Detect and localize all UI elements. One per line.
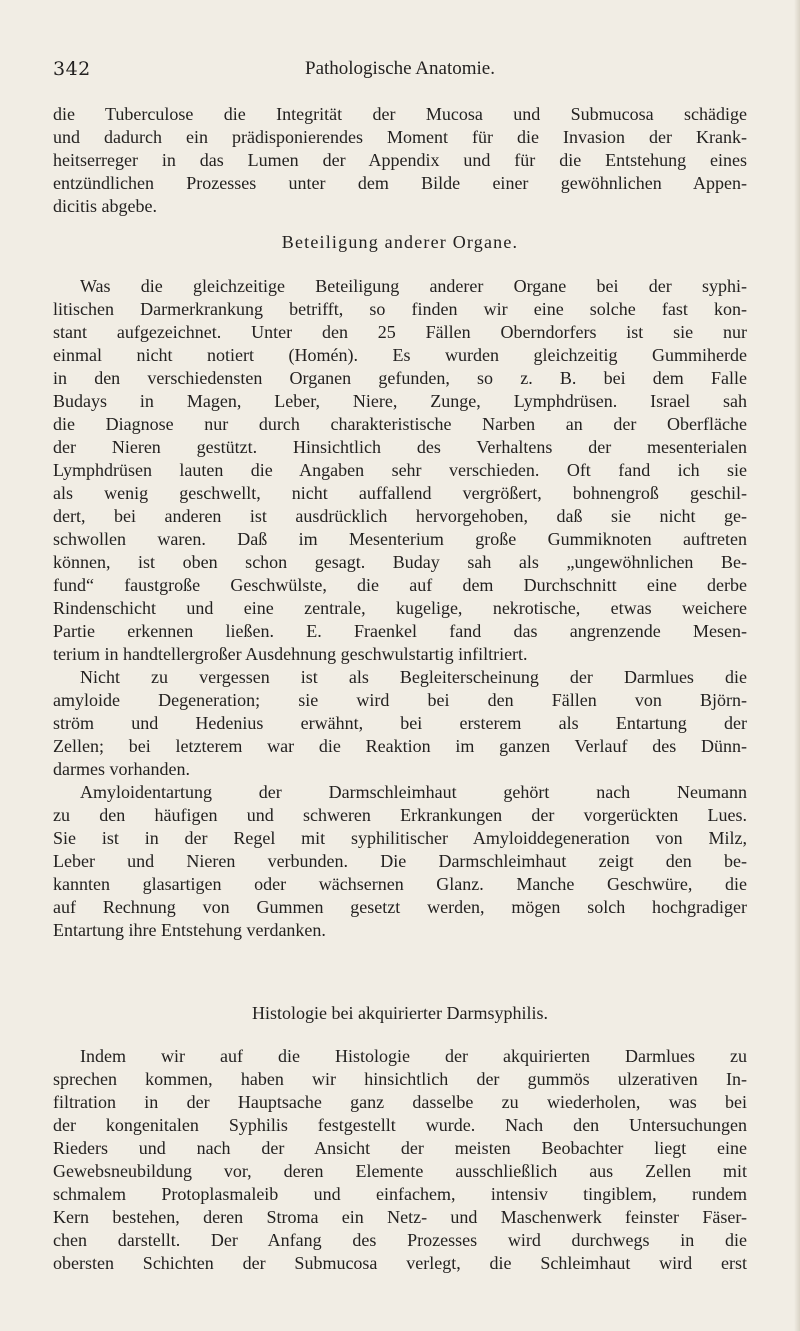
text-line: die Tuberculose die Integrität der Mucosa und Submucosa schädige <box>53 104 747 124</box>
text-line: Amyloidentartung der Darmschleimhaut gehört nach Neumann <box>80 782 747 802</box>
page-edge-shadow <box>794 0 800 1331</box>
text-line: heitserreger in das Lumen der Appendix und für die Entstehung eines <box>53 150 747 170</box>
text-line: zu den häufigen und schweren Erkrankungen der vorgerückten Lues. <box>53 805 747 825</box>
text-line: chen darstellt. Der Anfang des Prozesses wird durchwegs in die <box>53 1230 747 1250</box>
section-heading-container <box>53 231 747 254</box>
text-line: der kongenitalen Syphilis festgestellt wurde. Nach den Untersuchungen <box>53 1115 747 1135</box>
text-line: in den verschiedensten Organen gefunden, so z. B. bei dem Falle <box>53 368 747 388</box>
text-line: Lymphdrüsen lauten die Angaben sehr verschieden. Oft fand ich sie <box>53 460 747 480</box>
text-line: Nicht zu vergessen ist als Begleiterscheinung der Darmlues die <box>80 667 747 687</box>
text-line: auf Rechnung von Gummen gesetzt werden, mögen solch hochgradiger <box>53 897 747 917</box>
text-line: dert, bei anderen ist ausdrücklich hervorgehoben, daß sie nicht ge- <box>53 506 747 526</box>
text-line: amyloide Degeneration; sie wird bei den Fällen von Björn- <box>53 690 747 710</box>
text-line: entzündlichen Prozesses unter dem Bilde einer gewöhnlichen Appen- <box>53 173 747 193</box>
text-line: Entartung ihre Entstehung verdanken. <box>53 920 326 940</box>
text-line: Partie erkennen ließen. E. Fraenkel fand das angrenzende Mesen- <box>53 621 747 641</box>
text-line: Sie ist in der Regel mit syphilitischer Amyloiddegeneration von Milz, <box>53 828 747 848</box>
text-line: kannten glasartigen oder wächsernen Glanz. Manche Geschwüre, die <box>53 874 747 894</box>
text-line: Leber und Nieren verbunden. Die Darmschleimhaut zeigt den be- <box>53 851 747 871</box>
page-number: 342 <box>53 58 91 80</box>
section-heading-container <box>53 1002 747 1025</box>
text-line: stant aufgezeichnet. Unter den 25 Fällen Oberndorfers ist sie nur <box>53 322 747 342</box>
text-line: Kern bestehen, deren Stroma ein Netz- und Maschenwerk feinster Fäser- <box>53 1207 747 1227</box>
text-line: obersten Schichten der Submucosa verlegt, die Schleimhaut wird erst <box>53 1253 747 1273</box>
section-heading: Histologie bei akquirierter Darmsyphilis. <box>252 1003 548 1023</box>
text-line: darmes vorhanden. <box>53 759 190 779</box>
text-line: terium in handtellergroßer Ausdehnung geschwulstartig infiltriert. <box>53 644 528 664</box>
text-line: Rindenschicht und eine zentrale, kugelige, nekrotische, etwas weichere <box>53 598 747 618</box>
text-line: schwollen waren. Daß im Mesenterium große Gummiknoten auftreten <box>53 529 747 549</box>
text-line: Indem wir auf die Histologie der akquirierten Darmlues zu <box>80 1046 747 1066</box>
text-line: filtration in der Hauptsache ganz dasselbe zu wiederholen, was bei <box>53 1092 747 1112</box>
running-head <box>0 58 800 82</box>
text-line: einmal nicht notiert (Homén). Es wurden gleichzeitig Gummiherde <box>53 345 747 365</box>
text-line: litischen Darmerkrankung betrifft, so finden wir eine solche fast kon- <box>53 299 747 319</box>
text-line: als wenig geschwellt, nicht auffallend vergrößert, bohnengroß geschil- <box>53 483 747 503</box>
text-line: Rieders und nach der Ansicht der meisten Beobachter liegt eine <box>53 1138 747 1158</box>
paragraph-1 <box>53 103 747 218</box>
text-line: Was die gleichzeitige Beteiligung anderer Organe bei der syphi- <box>80 276 747 296</box>
text-line: die Diagnose nur durch charakteristische Narben an der Oberfläche <box>53 414 747 434</box>
text-line: ström und Hedenius erwähnt, bei ersterem als Entartung der <box>53 713 747 733</box>
text-line: Budays in Magen, Leber, Niere, Zunge, Lymphdrüsen. Israel sah <box>53 391 747 411</box>
running-title: Pathologische Anatomie. <box>305 58 495 79</box>
text-line: fund“ faustgroße Geschwülste, die auf dem Durchschnitt eine derbe <box>53 575 747 595</box>
text-line: können, ist oben schon gesagt. Buday sah als „ungewöhnlichen Be- <box>53 552 747 572</box>
section-heading: Beteiligung anderer Organe. <box>281 232 519 252</box>
text-line: der Nieren gestützt. Hinsichtlich des Verhaltens der mesenterialen <box>53 437 747 457</box>
text-line: Zellen; bei letzterem war die Reaktion im ganzen Verlauf des Dünn- <box>53 736 747 756</box>
text-line: und dadurch ein prädisponierendes Moment für die Invasion der Krank- <box>53 127 747 147</box>
paragraph-5 <box>53 1045 747 1275</box>
text-line: schmalem Protoplasmaleib und einfachem, intensiv tingiblem, rundem <box>53 1184 747 1204</box>
text-line: sprechen kommen, haben wir hinsichtlich der gummös ulzerativen In- <box>53 1069 747 1089</box>
paragraph-2 <box>53 275 747 942</box>
text-line: Gewebsneubildung vor, deren Elemente ausschließlich aus Zellen mit <box>53 1161 747 1181</box>
text-line: dicitis abgebe. <box>53 196 157 216</box>
